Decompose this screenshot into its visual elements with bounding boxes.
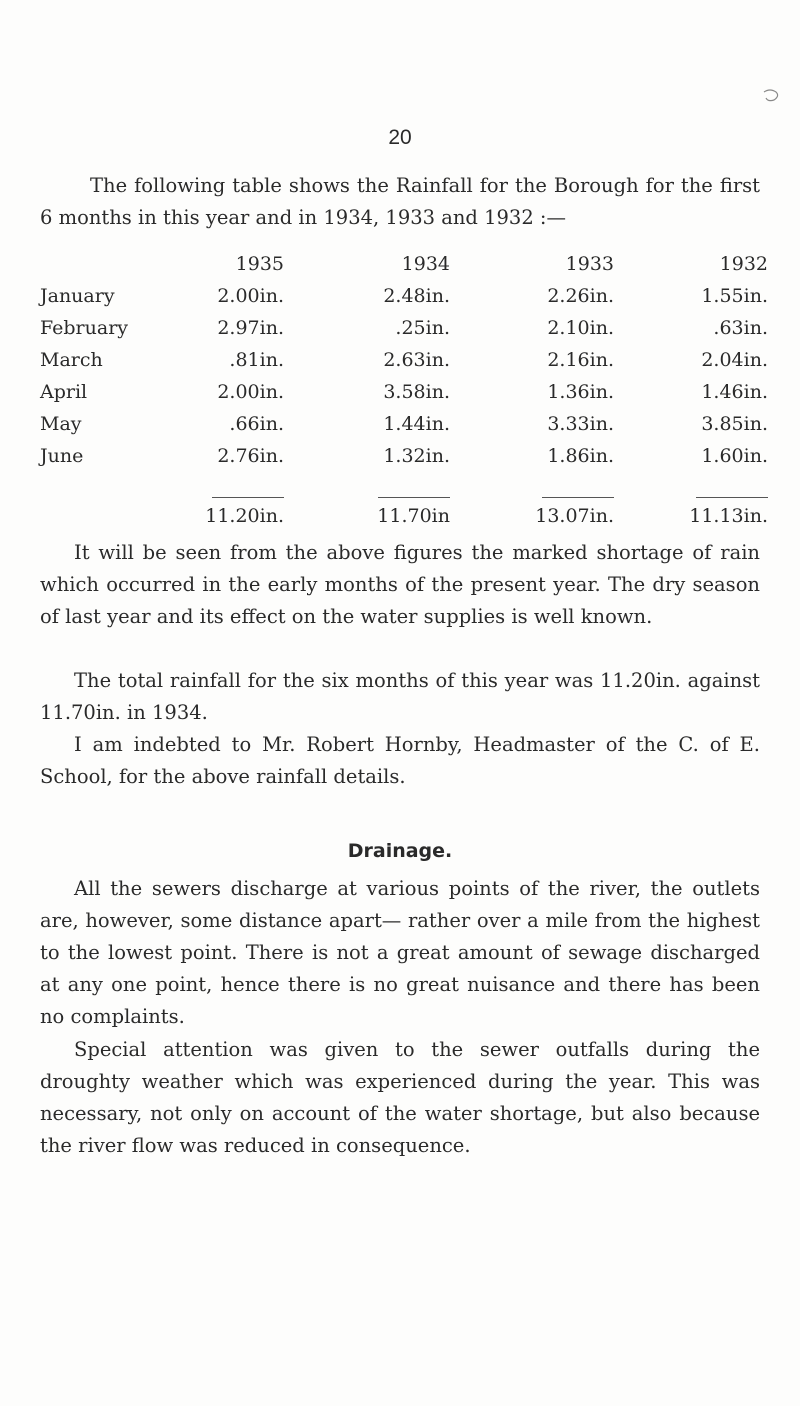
table-row — [40, 285, 770, 317]
acknowledgement-paragraph: I am indebted to Mr. Robert Hornby, Headmaster of the C. of E. School, for the above rainfall details. — [40, 733, 760, 788]
rainfall-value: 2.26in. — [547, 285, 614, 307]
rainfall-value: 2.16in. — [547, 349, 614, 371]
rainfall-value: 1.55in. — [701, 285, 768, 307]
totals-row — [40, 505, 770, 537]
rainfall-value: 2.10in. — [547, 317, 614, 339]
rainfall-value: 2.48in. — [383, 285, 450, 307]
table-row — [40, 317, 770, 349]
table-row — [40, 349, 770, 381]
shortage-paragraph: It will be seen from the above figures the marked shortage of rain which occurred in the early months of the present year. The dry season of last year and its effect on the water supplies is well known. — [40, 541, 760, 628]
rainfall-value: 2.63in. — [383, 349, 450, 371]
rainfall-value: 1.60in. — [701, 445, 768, 467]
total-rainfall-paragraph: The total rainfall for the six months of this year was 11.20in. against 11.70in. in 1934. — [40, 669, 760, 724]
year-header: 1932 — [719, 253, 768, 275]
total-value: 11.13in. — [689, 505, 768, 527]
rainfall-value: 1.46in. — [701, 381, 768, 403]
drainage-heading: Drainage. — [347, 840, 453, 862]
rainfall-value: 1.32in. — [383, 445, 450, 467]
table-row — [40, 445, 770, 477]
table-row — [40, 381, 770, 413]
rainfall-value: 1.44in. — [383, 413, 450, 435]
rainfall-value: 3.58in. — [383, 381, 450, 403]
month-label: May — [40, 413, 82, 435]
rainfall-value: 1.86in. — [547, 445, 614, 467]
divider — [378, 497, 450, 498]
table-header-row — [40, 253, 770, 285]
divider — [542, 497, 614, 498]
rainfall-value: 3.33in. — [547, 413, 614, 435]
intro-paragraph: The following table shows the Rainfall for the Borough for the first 6 months in this year and in 1934, 1933 and 1932 :— — [40, 174, 760, 229]
month-label: February — [40, 317, 129, 339]
rainfall-value: 2.04in. — [701, 349, 768, 371]
page-number: 20 — [388, 126, 412, 149]
sewers-paragraph: All the sewers discharge at various points of the river, the outlets are, however, some distance apart— rather over a mile from the highest to the lowest point. There is not a great amount of sewage discharged at any one point, hence there is no great nuisance and there has been no complaints. — [40, 877, 760, 1028]
rainfall-value: .81in. — [229, 349, 284, 371]
rainfall-value: 3.85in. — [701, 413, 768, 435]
year-header: 1935 — [235, 253, 284, 275]
year-header: 1934 — [401, 253, 450, 275]
divider — [696, 497, 768, 498]
rainfall-value: 2.76in. — [217, 445, 284, 467]
corner-mark — [760, 86, 784, 106]
divider — [212, 497, 284, 498]
rainfall-value: 2.97in. — [217, 317, 284, 339]
year-header: 1933 — [565, 253, 614, 275]
rainfall-value: .66in. — [229, 413, 284, 435]
total-value: 13.07in. — [535, 505, 614, 527]
table-row — [40, 413, 770, 445]
total-value: 11.20in. — [205, 505, 284, 527]
rainfall-value: 2.00in. — [217, 285, 284, 307]
outfalls-paragraph: Special attention was given to the sewer outfalls during the droughty weather which was experienced during the year. This was necessary, not only on account of the water shortage, but also because the river flow was reduced in consequence. — [40, 1038, 760, 1157]
rainfall-value: .63in. — [713, 317, 768, 339]
total-value: 11.70in — [377, 505, 450, 527]
month-label: June — [40, 445, 84, 467]
month-label: January — [40, 285, 115, 307]
month-label: April — [40, 381, 88, 403]
rainfall-value: 2.00in. — [217, 381, 284, 403]
rainfall-value: 1.36in. — [547, 381, 614, 403]
rainfall-table — [40, 253, 770, 537]
month-label: March — [40, 349, 103, 371]
rainfall-value: .25in. — [395, 317, 450, 339]
total-rules — [40, 477, 770, 505]
